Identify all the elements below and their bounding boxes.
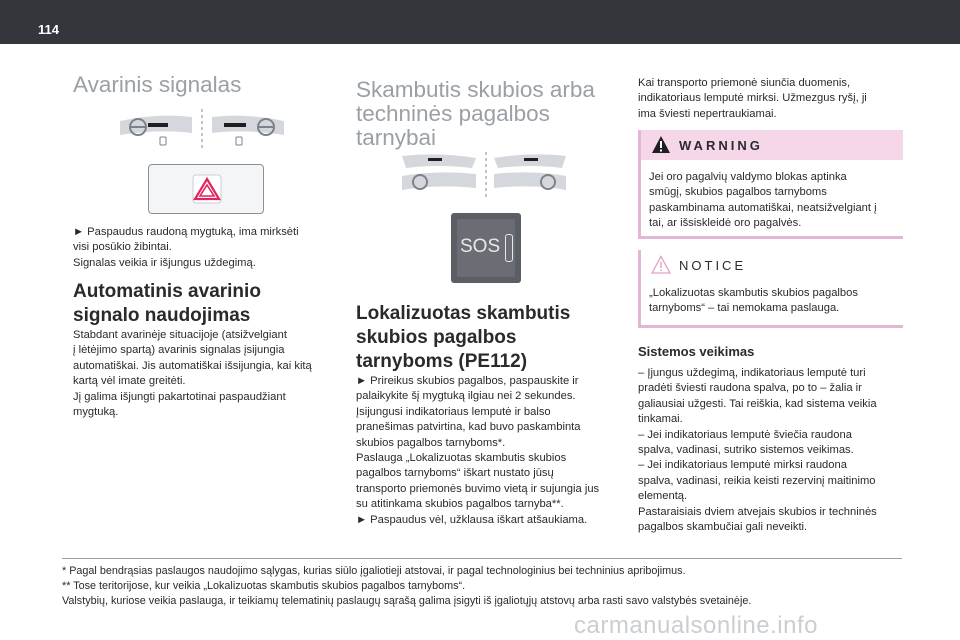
notice-triangle-icon xyxy=(651,255,671,275)
page-number: 114 xyxy=(38,22,59,37)
dashboard-illustration xyxy=(118,105,286,153)
warning-header xyxy=(641,130,903,160)
notice-title: NOTICE xyxy=(679,258,747,273)
sos-indicator-lamp xyxy=(505,234,513,262)
data-transmission-text: Kai transporto priemonė siunčia duomenis, indikatoriaus lemputė mirksi. Užmezgus ryšį, ji ima šviesti nepertraukiamai. xyxy=(638,77,867,120)
watermark[interactable]: carmanualsonline.info xyxy=(574,612,818,639)
warning-title: WARNING xyxy=(679,138,763,153)
page-header-bar xyxy=(0,0,960,44)
hazard-instructions: ► Paspaudus raudoną mygtuką, ima mirksėti visi posūkio žibintai. Signalas veikia ir išjungus uždegimą. xyxy=(73,226,299,269)
subtitle-auto-hazard: Automatinis avarinio signalo naudojimas xyxy=(73,281,261,326)
system-operation-heading: Sistemos veikimas xyxy=(638,344,755,359)
warning-triangle-icon xyxy=(651,135,671,155)
footnote-3: Valstybių, kuriose veikia paslauga, ir teikiamų telematinių paslaugų sąrašą galima įsigyti iš įgaliotųjų atstovų arba rasti savo valstybės svetainėje. xyxy=(62,594,752,607)
system-operation-text: – Įjungus uždegimą, indikatoriaus lemputė turi pradėti šviesti raudona spalva, po to – žalia ir galiausiai užgesti. Tai reiškia, kad sistema veikia tinkamai. – Jei indikatoriaus lemputė šviečia raudona spalva, vadinasi, sutriko sistemos veikimas. – Jei indikatoriaus lemputė mirksi raudona spalva, vadinasi, reikia keisti rezervinį maitinimo elementą. Pastaraisiais dviem atvejais skubios ir techninės pagalbos skambučiai gali neveikti. xyxy=(638,367,877,534)
notice-header xyxy=(641,250,903,280)
subtitle-localized-call: Lokalizuotas skambutis skubios pagalbos tarnyboms (PE112) xyxy=(356,303,571,372)
auto-hazard-text: Stabdant avarinėje situacijoje (atsižvelgiant į lėtėjimo spartą) avarinis signalas įsijungia automatiškai. Jis automatiškai išsijungia, kai kitą kartą vėl imate greitėti. Jį galima išjungti pakartotinai paspaudžiant mygtuką. xyxy=(73,329,312,419)
section-title-emergency-call: Skambutis skubios arba techninės pagalbos tarnybai xyxy=(356,77,595,150)
footnote-1: * Pagal bendrąsias paslaugos naudojimo sąlygas, kurias siūlo įgaliotieji atstovai, ir pagal technologinius bei techninius apribojimus. xyxy=(62,565,686,577)
hazard-triangle-icon xyxy=(149,165,263,213)
warning-box xyxy=(638,130,903,239)
sos-label: SOS xyxy=(460,236,501,257)
footnotes xyxy=(62,564,751,608)
sos-button-icon xyxy=(451,213,521,283)
roof-console-illustration xyxy=(398,150,570,200)
warning-text: Jei oro pagalvių valdymo blokas aptinka smūgį, skubios pagalbos tarnyboms paskambinama automatiškai, neatsižvelgiant į tai, ar išsiskleidė oro pagalvės. xyxy=(649,171,877,230)
footnote-divider xyxy=(62,558,902,559)
localized-call-text: ► Prireikus skubios pagalbos, paspauskite ir palaikykite šį mygtuką ilgiau nei 2 sekundes. Įsijungusi indikatoriaus lemputė ir balso pranešimas patvirtina, kad buvo paskambinta skubios pagalbos tarnyboms*. Paslauga „Lokalizuotas skambutis skubios pagalbos tarnyboms“ iškart nustato jūsų transporto priemonės buvimo vietą ir sujungia jus su atitinkama skubios pagalbos tarnyba**. ► Paspaudus vėl, užklausa iškart atšaukiama. xyxy=(356,375,600,526)
footnote-2: ** Tose teritorijose, kur veikia „Lokalizuotas skambutis skubios pagalbos tarnyboms“. xyxy=(62,579,466,592)
hazard-button-illustration xyxy=(148,164,264,214)
notice-box xyxy=(638,250,903,328)
notice-text: „Lokalizuotas skambutis skubios pagalbos tarnyboms“ – tai nemokama paslauga. xyxy=(649,287,858,315)
section-title-hazard: Avarinis signalas xyxy=(73,72,242,97)
